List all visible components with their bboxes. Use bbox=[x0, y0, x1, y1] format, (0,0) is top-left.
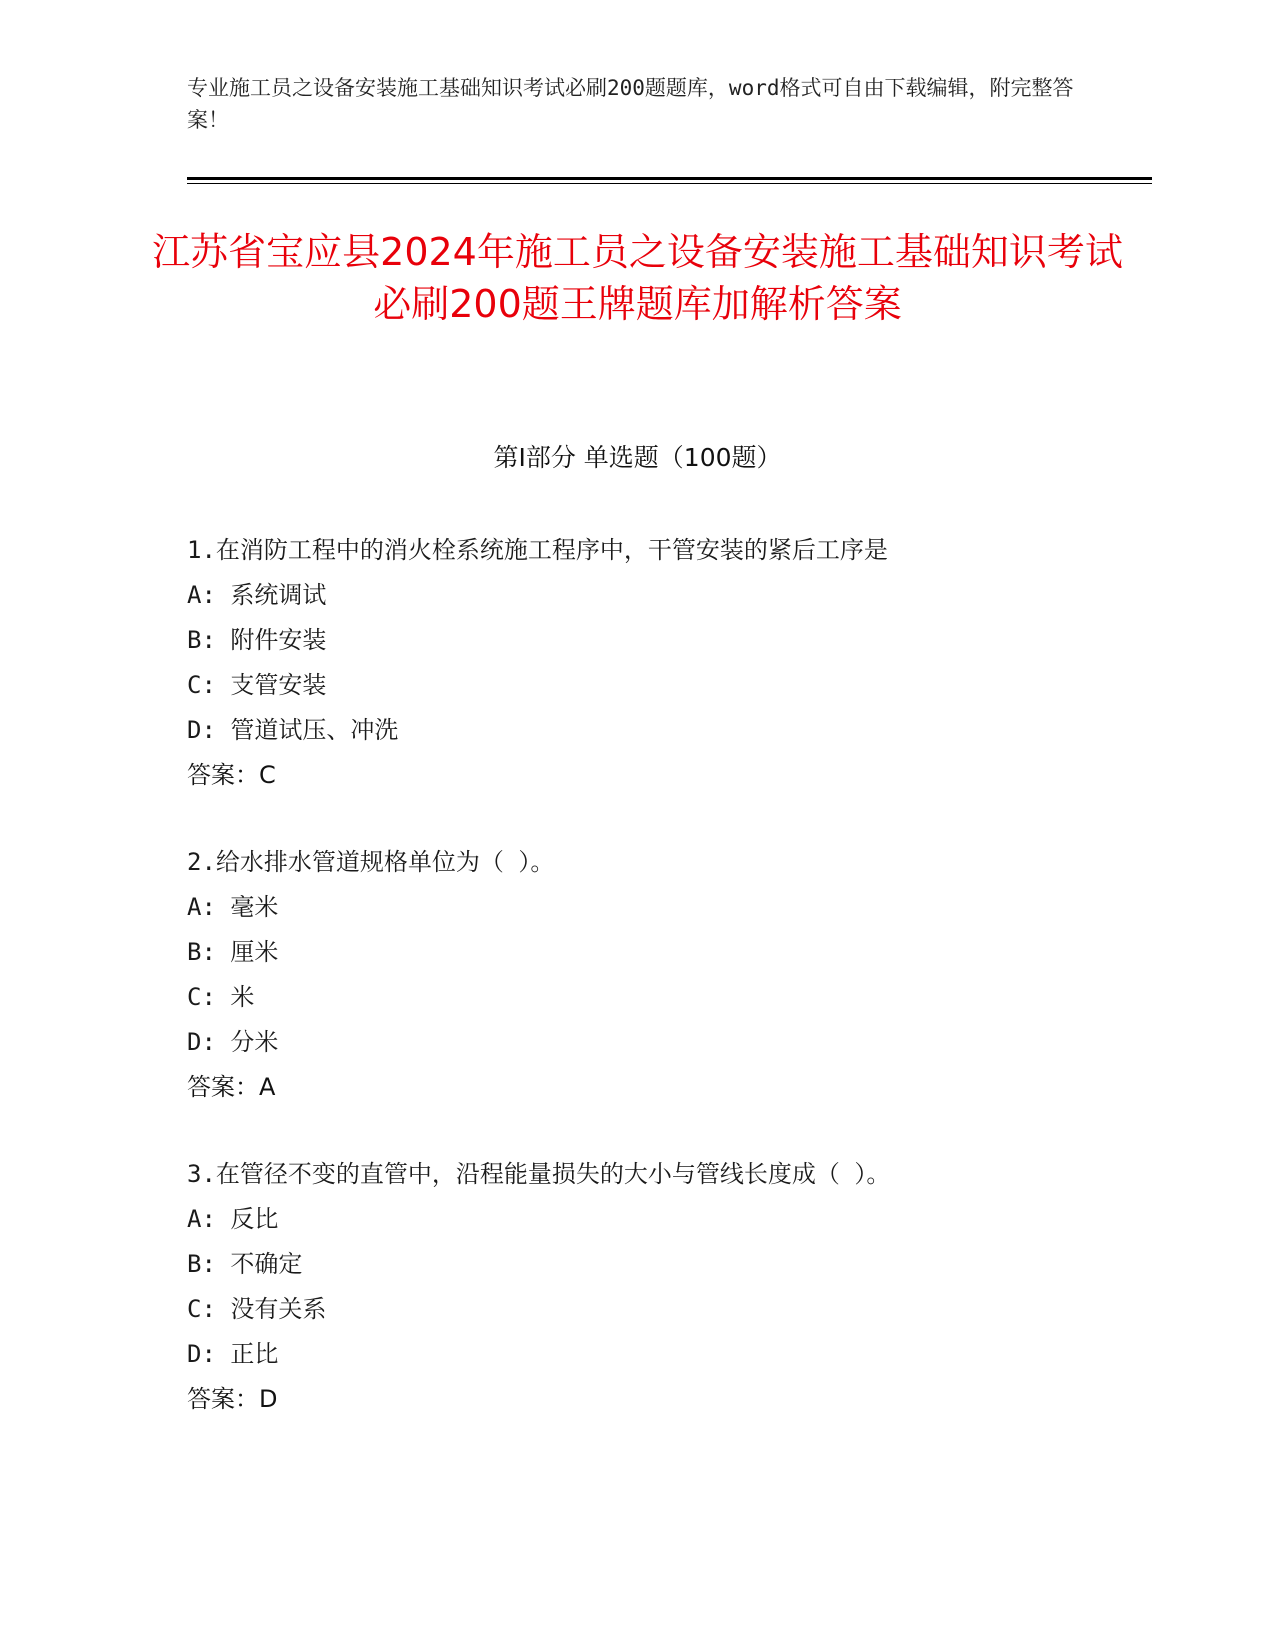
document-title: 江苏省宝应县2024年施工员之设备安装施工基础知识考试必刷200题王牌题库加解析答案 bbox=[152, 230, 1123, 326]
section-title: 第Ⅰ部分 单选题（100题） bbox=[493, 443, 782, 472]
answer-label: 答案：A bbox=[187, 1073, 276, 1101]
option-d: D: 管道试压、冲洗 bbox=[187, 716, 399, 744]
question-stem: 3.在管径不变的直管中，沿程能量损失的大小与管线长度成（ ）。 bbox=[187, 1160, 891, 1188]
header-rule-thin bbox=[187, 183, 1152, 184]
option-a: A: 系统调试 bbox=[187, 581, 327, 609]
option-c: C: 支管安装 bbox=[187, 671, 327, 699]
answer-label: 答案：C bbox=[187, 761, 276, 789]
question-3 bbox=[187, 1152, 1147, 1422]
question-2 bbox=[187, 840, 1147, 1110]
option-d: D: 分米 bbox=[187, 1028, 279, 1056]
question-1 bbox=[187, 528, 1147, 798]
question-list bbox=[187, 528, 1147, 1464]
question-stem: 2.给水排水管道规格单位为（ ）。 bbox=[187, 848, 555, 876]
header-note: 专业施工员之设备安装施工基础知识考试必刷200题题库，word格式可自由下载编辑，附完整答案！ bbox=[187, 76, 1074, 132]
option-d: D: 正比 bbox=[187, 1340, 279, 1368]
question-stem: 1.在消防工程中的消火栓系统施工程序中，干管安装的紧后工序是 bbox=[187, 536, 888, 564]
option-a: A: 毫米 bbox=[187, 893, 279, 921]
option-b: B: 厘米 bbox=[187, 938, 279, 966]
option-c: C: 米 bbox=[187, 983, 255, 1011]
header-rule-thick bbox=[187, 177, 1152, 180]
option-b: B: 不确定 bbox=[187, 1250, 303, 1278]
option-a: A: 反比 bbox=[187, 1205, 279, 1233]
option-c: C: 没有关系 bbox=[187, 1295, 327, 1323]
answer-label: 答案：D bbox=[187, 1385, 278, 1413]
option-b: B: 附件安装 bbox=[187, 626, 327, 654]
